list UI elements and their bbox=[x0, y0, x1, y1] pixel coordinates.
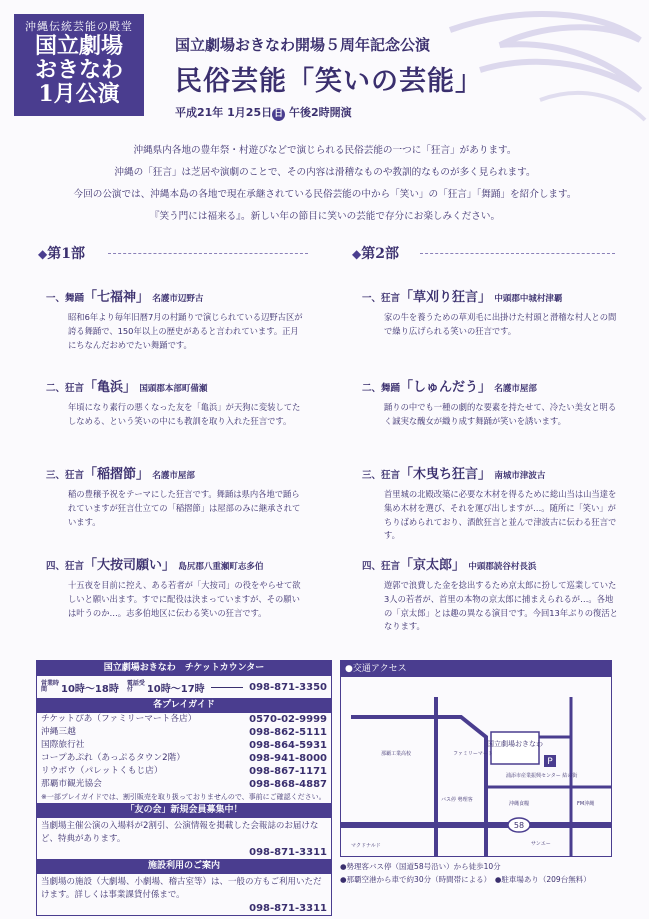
item-num: 四、狂言 bbox=[362, 561, 401, 572]
program-item bbox=[46, 463, 316, 529]
item-name: 「木曳ち狂言」 bbox=[400, 467, 492, 482]
map-theater-label: 国立劇場おきなわ bbox=[487, 740, 543, 748]
event-badge bbox=[14, 14, 144, 116]
member-phone-row bbox=[37, 846, 331, 859]
leader-line bbox=[211, 687, 243, 688]
part2-heading bbox=[352, 243, 399, 263]
map-label: 沖縄食糧 bbox=[509, 801, 530, 807]
item-desc: 年頃になり素行の悪くなった友を「亀浜」が天狗に変装してたしなめる、という笑いの中にも教訓を取り入れた狂言です。 bbox=[68, 402, 301, 426]
part1-divider bbox=[108, 253, 308, 254]
guide-name: 国際旅行社 bbox=[41, 740, 85, 750]
badge-sub: 沖縄伝統芸能の殿堂 bbox=[25, 20, 133, 33]
item-place: 島尻郡八重瀬町志多伯 bbox=[178, 562, 264, 572]
playguide-row bbox=[37, 778, 331, 791]
program-item bbox=[362, 376, 632, 429]
guide-name: チケットぴあ（ファミリーマート各店） bbox=[41, 714, 197, 724]
map-drawing bbox=[341, 677, 611, 857]
map-label: ファミリーマート bbox=[453, 751, 493, 757]
diamond-icon: ◆ bbox=[352, 247, 362, 261]
item-num: 二、舞踊 bbox=[362, 383, 401, 394]
map-label: 浦添市産業振興センター 結の街 bbox=[506, 773, 578, 779]
guide-name: リウボウ（パレットくもじ店） bbox=[41, 766, 163, 776]
badge-line3: 1月公演 bbox=[38, 81, 120, 107]
counter-hours bbox=[37, 676, 331, 698]
item-place: 名護市辺野古 bbox=[152, 294, 204, 304]
member-text: 当劇場主催公演の入場料が2割引、公演情報を掲載した会報誌のお届けなど、特典があります。 bbox=[41, 821, 319, 844]
item-desc: 十五夜を目前に控え、ある若者が「大按司」の役をやらせて欲しいと願い出ます。すでに配役は決まっていますが、その願いは叶うのか…。志多伯地区に伝わる笑いの狂言です。 bbox=[68, 580, 301, 618]
guide-name: 那覇市観光協会 bbox=[41, 779, 102, 789]
item-place: 中頭郡中城村津覇 bbox=[494, 294, 563, 304]
item-desc: 首里城の北殿改築に必要な木材を得るために総山当は山当達を集め木材を選び、それを運び出しますが…。随所に「笑い」がちりばめられており、酒飲狂言と並んで津波古に伝わる狂言です。 bbox=[384, 489, 617, 541]
map-label: バス停 勢理客 bbox=[441, 797, 473, 803]
phone-hours-label: 電話受付 bbox=[126, 680, 145, 693]
guide-name: 沖縄三越 bbox=[41, 727, 76, 737]
item-place: 名護市屋部 bbox=[152, 471, 195, 481]
facility-text: 当劇場の施設（大劇場、小劇場、稽古室等）は、一般の方もご利用いただけます。詳しくは事業課貸付係まで。 bbox=[41, 877, 322, 900]
program-item bbox=[362, 554, 632, 634]
map-label: マクドナルド bbox=[351, 843, 381, 849]
access-line: ●勢理客バス停（国道58号沿い）から徒歩10分 bbox=[340, 862, 501, 871]
map-label: 那覇工業高校 bbox=[381, 751, 412, 757]
event-title: 民俗芸能「笑いの芸能」 bbox=[175, 66, 483, 97]
route58-marker: 58 bbox=[513, 821, 525, 830]
item-name: 「稲摺節」 bbox=[84, 467, 150, 482]
item-desc: 家の牛を養うための草刈毛に出掛けた村頭と滑稽な村人との間で繰り広げられる笑いの狂言です。 bbox=[384, 312, 617, 336]
playguide-row bbox=[37, 739, 331, 752]
guide-phone: 0570-02-9999 bbox=[249, 714, 327, 725]
member-header: 「友の会」新規会員募集中！ bbox=[37, 803, 331, 818]
intro-line: 『笑う門には福来る』。新しい年の節目に笑いの芸能で存分にお楽しみください。 bbox=[149, 211, 501, 222]
item-name: 「大按司願い」 bbox=[84, 558, 176, 573]
event-header bbox=[175, 34, 615, 121]
part1-heading bbox=[38, 243, 85, 263]
item-desc: 踊りの中でも一種の劇的な要素を持たせて、冷たい美女と明るく誠実な醜女が織り成す舞踊が笑いを誘います。 bbox=[384, 402, 617, 426]
program-item bbox=[362, 463, 632, 543]
playguide-row bbox=[37, 713, 331, 726]
event-date bbox=[175, 104, 615, 121]
item-desc: 昭和6年より毎年旧暦7月の村踊りで演じられている辺野古区が誇る舞踊で、150年以上の歴史があると言われています。正月にちなんだおめでたい舞踊です。 bbox=[68, 312, 303, 350]
part2-divider bbox=[420, 253, 615, 254]
item-num: 四、狂言 bbox=[46, 561, 85, 572]
program-item bbox=[46, 376, 316, 429]
guide-phone: 098-864-5931 bbox=[249, 740, 327, 751]
guide-phone: 098-941-8000 bbox=[249, 753, 327, 764]
item-num: 一、狂言 bbox=[362, 293, 401, 304]
access-line: ●那覇空港から車で約30分（時間帯による） ●駐車場あり（209台無料） bbox=[340, 875, 591, 884]
program-item bbox=[46, 554, 316, 620]
item-name: 「七福神」 bbox=[84, 290, 150, 305]
weekday-badge: 日 bbox=[274, 109, 284, 119]
item-place: 名護市屋部 bbox=[494, 384, 537, 394]
facility-phone-row bbox=[37, 902, 331, 915]
ticket-info-box bbox=[36, 660, 332, 916]
guide-phone: 098-868-4887 bbox=[249, 779, 327, 790]
facility-header: 施設利用のご案内 bbox=[37, 859, 331, 874]
badge-line2: おきなわ bbox=[34, 57, 123, 83]
item-num: 一、舞踊 bbox=[46, 293, 85, 304]
date-text: 平成21年 1月25日 bbox=[175, 106, 273, 119]
guide-phone: 098-867-1171 bbox=[249, 766, 327, 777]
playguide-header: 各プレイガイド bbox=[37, 698, 331, 713]
time-text: 午後2時開演 bbox=[288, 106, 352, 119]
access-info bbox=[340, 860, 591, 886]
program-item bbox=[46, 286, 316, 352]
access-title: ●交通アクセス bbox=[341, 661, 611, 677]
ticket-counter-header: 国立劇場おきなわ チケットカウンター bbox=[37, 661, 331, 676]
item-name: 「京太郎」 bbox=[400, 558, 466, 573]
hours-value: 10時～18時 bbox=[61, 683, 119, 695]
part1-heading-text: 第1部 bbox=[47, 246, 85, 262]
map-label: サンエー bbox=[531, 841, 551, 847]
item-place: 中頭郡読谷村長浜 bbox=[468, 562, 537, 572]
item-desc: 稲の豊穣予祝をテーマにした狂言です。舞踊は県内各地で踊られていますが狂言仕立ての「稲摺節」は屋部のみに継承されています。 bbox=[68, 489, 301, 527]
counter-phone: 098-871-3350 bbox=[249, 681, 327, 693]
item-num: 二、狂言 bbox=[46, 383, 85, 394]
guide-phone: 098-862-5111 bbox=[249, 727, 327, 738]
member-phone: 098-871-3311 bbox=[249, 847, 327, 858]
facility-phone: 098-871-3311 bbox=[249, 903, 327, 914]
diamond-icon: ◆ bbox=[38, 247, 48, 261]
item-place: 国頭郡本部町備瀬 bbox=[139, 384, 208, 394]
phone-hours-value: 10時～17時 bbox=[146, 683, 205, 695]
playguide-note: ※一部プレイガイドでは、割引販売を取り扱っておりませんので、事前にご確認ください。 bbox=[41, 793, 326, 801]
event-subtitle: 国立劇場おきなわ開場５周年記念公演 bbox=[175, 36, 431, 54]
guide-name: コープあぷれ（あっぷるタウン2階） bbox=[41, 753, 186, 763]
access-map bbox=[340, 660, 612, 857]
item-place: 南城市津波古 bbox=[494, 471, 546, 481]
playguide-row bbox=[37, 765, 331, 778]
intro-line: 沖縄県内各地の豊年祭・村遊びなどで演じられる民俗芸能の一つに「狂言」があります。 bbox=[133, 145, 517, 156]
parking-icon: P bbox=[547, 757, 553, 767]
item-desc: 遊郭で浪費した金を捻出するため京太郎に扮して巡業していた3人の若者が、首里の本物の京太郎に捕まえられるが…。各地の「京太郎」とは趣の異なる演目です。今回13年ぶりの復活となります。 bbox=[384, 580, 618, 632]
item-name: 「草刈り狂言」 bbox=[400, 290, 492, 305]
playguide-row bbox=[37, 752, 331, 765]
intro-line: 沖縄の「狂言」は芝居や演劇のことで、その内容は滑稽なものや教訓的なものが多く見られます。 bbox=[114, 167, 536, 178]
item-num: 三、狂言 bbox=[362, 470, 401, 481]
part2-heading-text: 第2部 bbox=[361, 246, 399, 262]
intro-text bbox=[20, 140, 630, 228]
intro-line: 今回の公演では、沖縄本島の各地で現在承継されている民俗芸能の中から「笑い」の「狂言」「舞踊」を紹介します。 bbox=[73, 189, 577, 200]
program-item bbox=[362, 286, 632, 339]
map-label: FM沖縄 bbox=[577, 801, 595, 807]
item-num: 三、狂言 bbox=[46, 470, 85, 481]
item-name: 「亀浜」 bbox=[84, 380, 137, 395]
playguide-row bbox=[37, 726, 331, 739]
item-name: 「しゅんだう」 bbox=[400, 380, 492, 395]
badge-line1: 国立劇場 bbox=[34, 33, 123, 59]
hours-label: 営業時間 bbox=[41, 680, 60, 693]
